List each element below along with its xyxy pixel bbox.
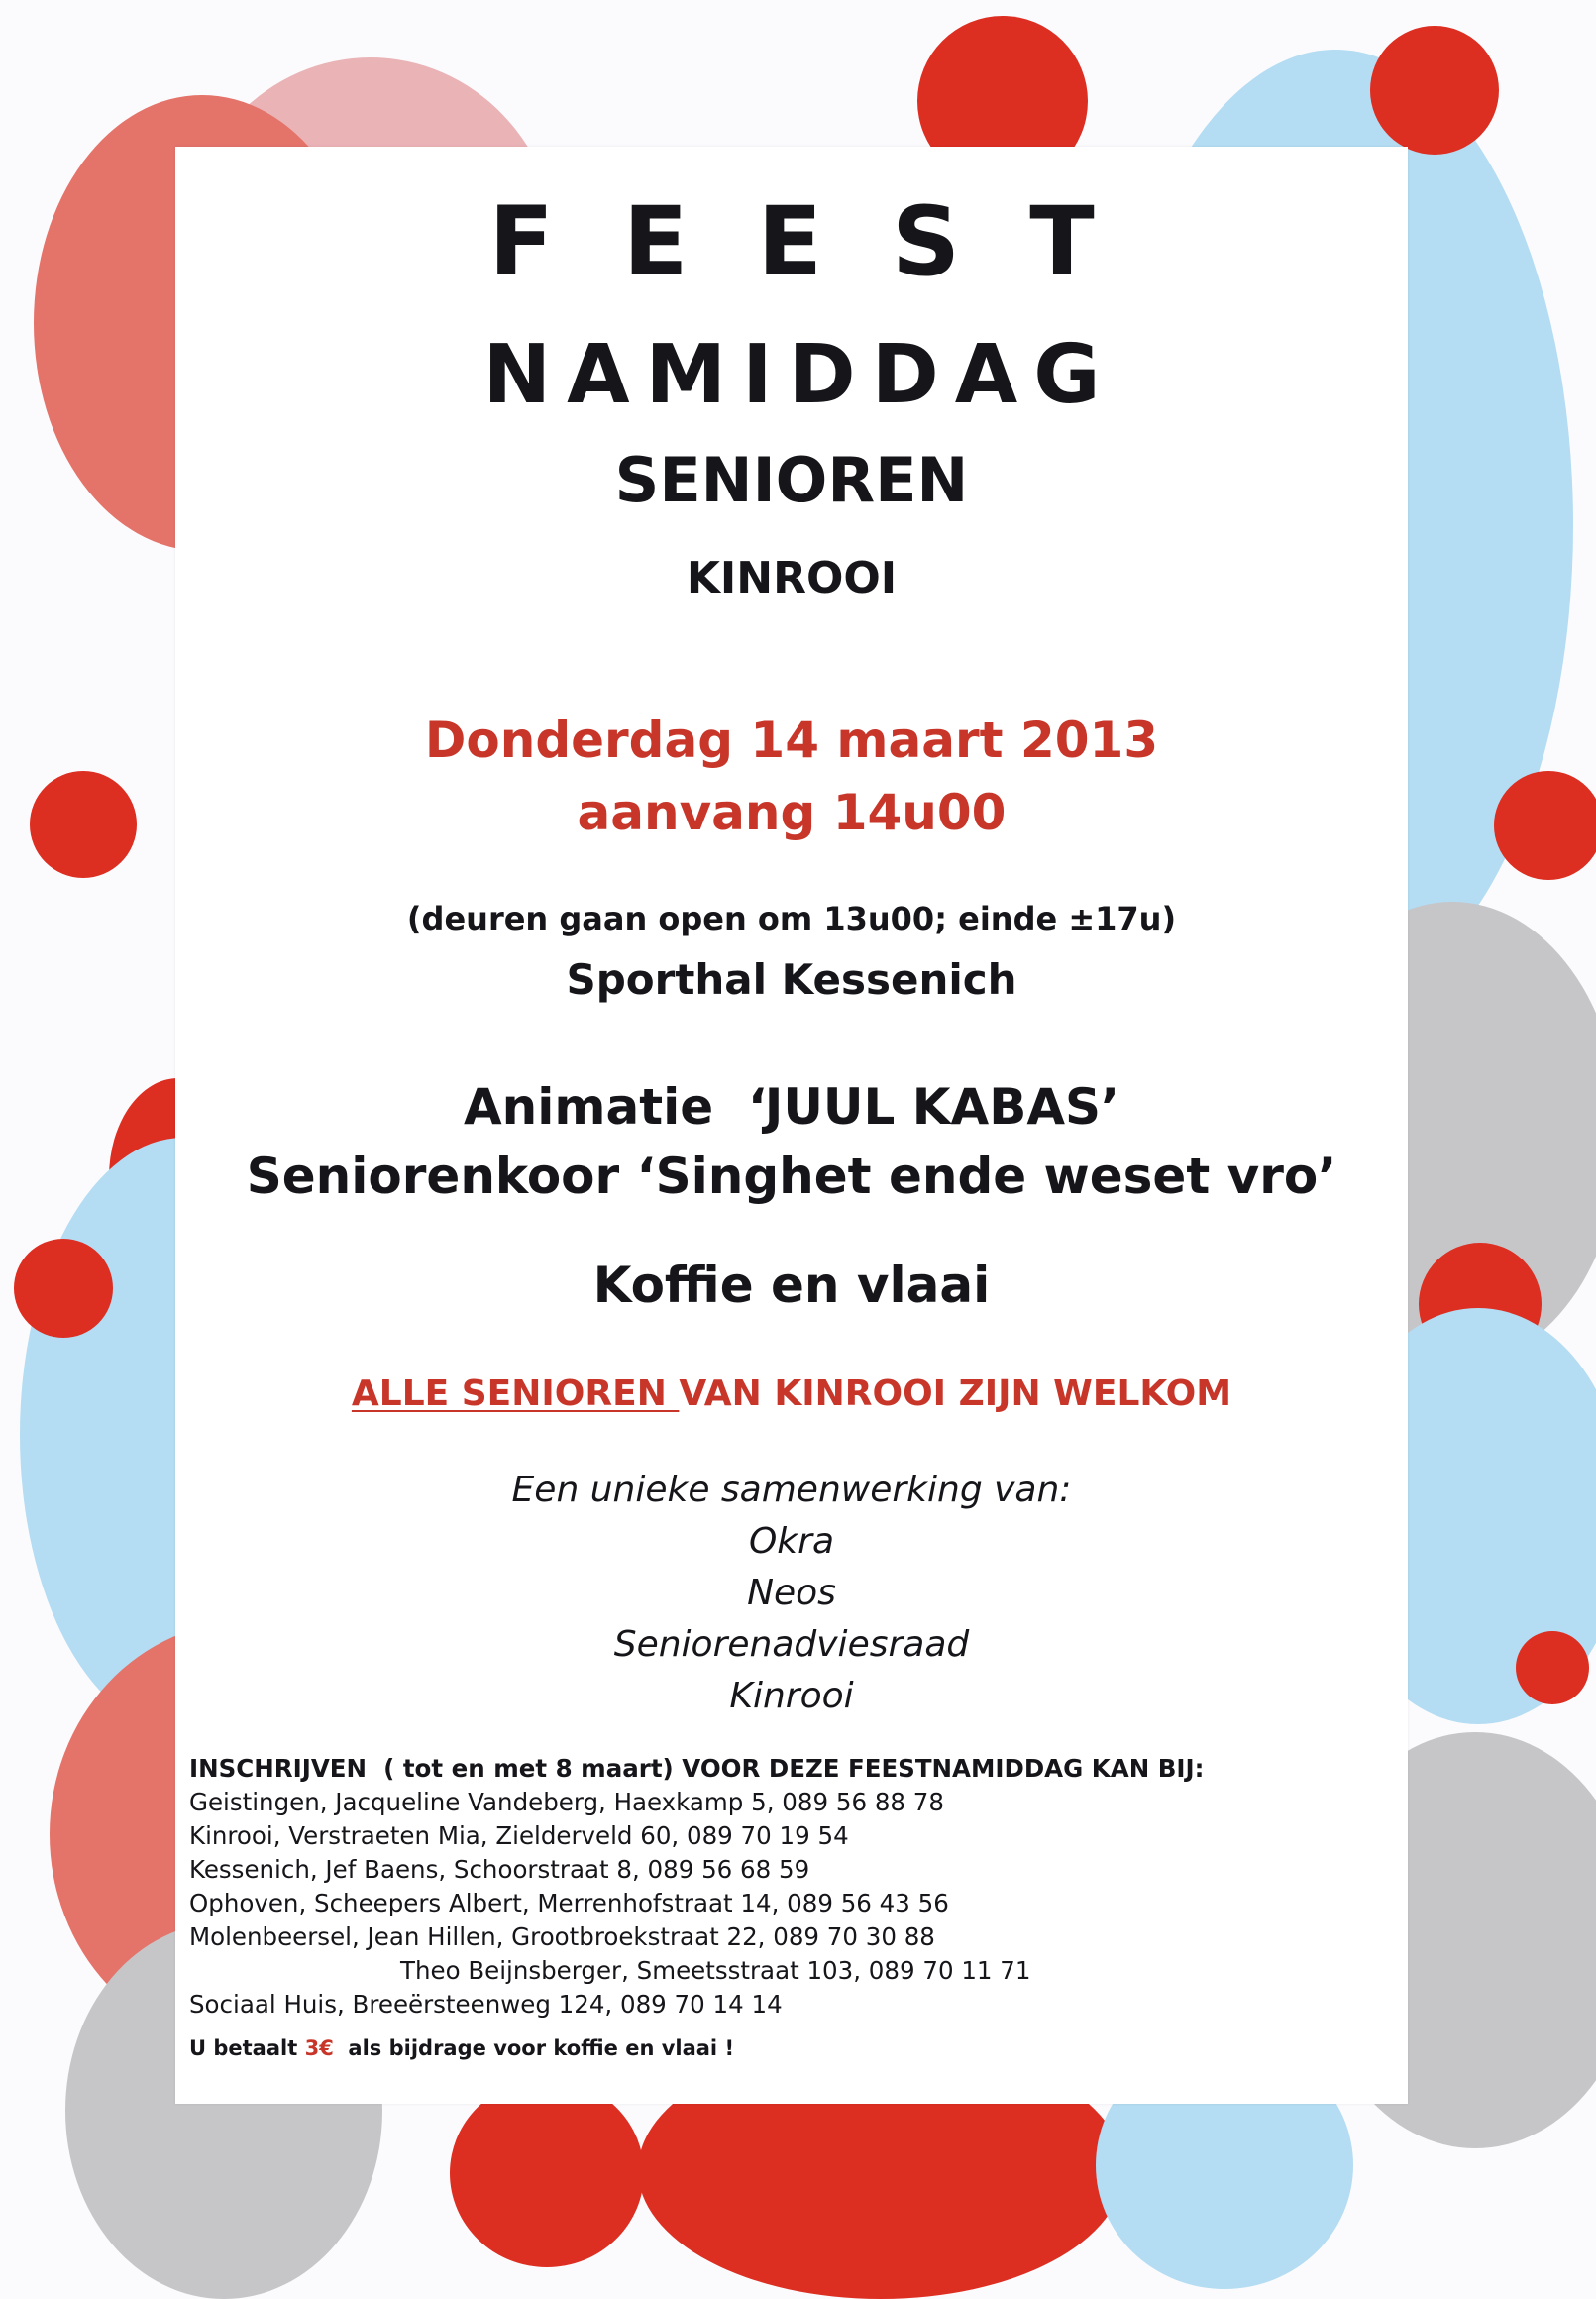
- welcome-message: [175, 1373, 1408, 1414]
- partner-okra: Okra: [748, 1521, 835, 1562]
- payment-suffix: als bijdrage voor koffie en vlaai !: [333, 2036, 735, 2060]
- decor-red-dot-left-lower: [14, 1239, 113, 1338]
- event-venue: Sporthal Kessenich: [566, 955, 1017, 1004]
- decor-red-oval-bottom-center: [450, 2079, 644, 2267]
- cooperation-intro: Een unieke samenwerking van:: [511, 1470, 1072, 1510]
- decor-red-dot-right-small: [1516, 1631, 1589, 1704]
- program-choir: Seniorenkoor ‘Singhet ende weset vro’: [246, 1148, 1337, 1205]
- decor-red-dot-right-middle: [1494, 771, 1596, 880]
- contact-kinrooi: Kinrooi, Verstraeten Mia, Zielderveld 60, 089 70 19 54: [189, 1821, 849, 1850]
- payment-prefix: U betaalt: [189, 2036, 305, 2060]
- decor-red-dot-left-middle: [30, 771, 137, 878]
- event-doors-info: (deuren gaan open om 13u00; einde ±17u): [406, 900, 1177, 937]
- payment-note: [189, 2031, 1398, 2065]
- decor-red-dot-top-right: [1370, 26, 1499, 155]
- payment-amount: 3€: [304, 2036, 334, 2060]
- partner-seniorenadviesraad: Seniorenadviesraad: [613, 1624, 970, 1665]
- contact-molenbeersel: Molenbeersel, Jean Hillen, Grootbroekstraat 22, 089 70 30 88: [189, 1922, 935, 1951]
- registration-block: [189, 1752, 1398, 2065]
- event-date: Donderdag 14 maart 2013: [424, 712, 1159, 769]
- partner-kinrooi: Kinrooi: [729, 1676, 854, 1716]
- poster-municipality: KINROOI: [686, 553, 898, 603]
- poster-sheet: [175, 147, 1408, 2104]
- partner-neos: Neos: [747, 1573, 836, 1613]
- registration-heading: INSCHRIJVEN ( tot en met 8 maart) VOOR DEZE FEESTNAMIDDAG KAN BIJ:: [189, 1754, 1205, 1783]
- contact-geistingen: Geistingen, Jacqueline Vandeberg, Haexkamp 5, 089 56 88 78: [189, 1788, 944, 1816]
- contact-sociaal-huis: Sociaal Huis, Breeërsteenweg 124, 089 70 14 14: [189, 1990, 783, 2019]
- poster-subtitle: NAMIDDAG: [482, 328, 1117, 422]
- welcome-rest: VAN KINROOI ZIJN WELKOM: [679, 1373, 1232, 1414]
- poster-title: FEEST: [488, 186, 1164, 297]
- event-start-time: aanvang 14u00: [577, 784, 1007, 841]
- contact-ophoven: Ophoven, Scheepers Albert, Merrenhofstraat 14, 089 56 43 56: [189, 1889, 949, 1917]
- welcome-underlined: ALLE SENIOREN: [351, 1373, 680, 1414]
- poster-audience: SENIOREN: [614, 444, 969, 516]
- contact-molenbeersel-second: Theo Beijnsberger, Smeetsstraat 103, 089 70 11 71: [400, 1956, 1031, 1985]
- program-refreshments: Koffie en vlaai: [592, 1257, 991, 1314]
- contact-kessenich: Kessenich, Jef Baens, Schoorstraat 8, 089 56 68 59: [189, 1855, 810, 1884]
- program-animation: Animatie ‘JUUL KABAS’: [463, 1078, 1120, 1136]
